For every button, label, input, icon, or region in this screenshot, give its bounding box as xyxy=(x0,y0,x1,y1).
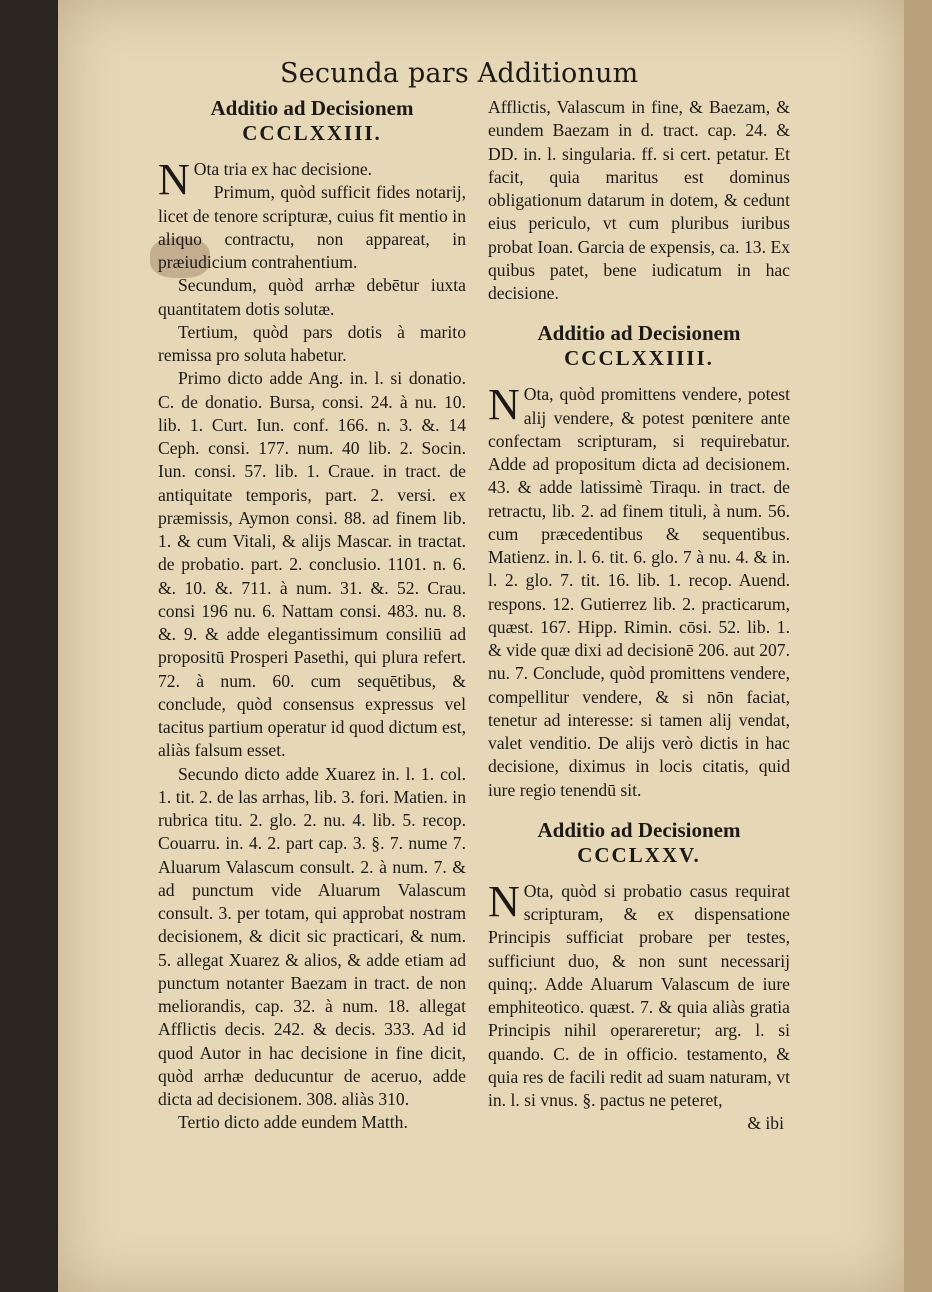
heading-spacer xyxy=(488,371,790,383)
paragraph-text: Primo dicto adde Ang. in. l. si donatio. C. de donatio. Bursa, consi. 24. à nu. 10. lib. 1. Curt. Iun. conf. 166. n. 3. &. 14 Ceph. consi. 177. num. 40 lib. 2. Socin. Iun. consi. 57. lib. 1. Craue. in tract. de antiquitate temporis, part. 2. versi. ex præmissis, Aymon consi. 88. ad finem lib. 1. & cum Vitali, & alijs Mascar. in tractat. de probatio. part. 2. conclusio. 1101. n. 6. &. 10. &. 711. à num. 31. &. 52. Crau. consi 196 nu. 6. Nattam consi. 483. nu. 8. &. 9. & adde elegantissimum consiliū ad propositū Prosperi Pasethi, qui plura refert. 72. à num. 60. cum sequētibus, & conclude, quòd consensus expressus vel tacitus partium operatur id quod dictum est, aliàs falsum esset. xyxy=(158,368,466,761)
section-heading xyxy=(488,321,790,371)
paragraph-text: Ota tria ex hac decisione. xyxy=(193,159,373,179)
heading-title: Additio ad Decisionem xyxy=(210,96,414,120)
heading-spacer xyxy=(488,868,790,880)
paragraph xyxy=(488,96,790,305)
paragraph xyxy=(158,321,466,368)
section-gap xyxy=(488,305,790,321)
heading-spacer xyxy=(158,146,466,158)
paragraph xyxy=(488,380,790,802)
paragraph-text: Secundum, quòd arrhæ debētur iuxta quantitatem dotis solutæ. xyxy=(158,275,466,319)
section-heading xyxy=(158,96,466,146)
paragraph xyxy=(488,876,790,1113)
paragraph-text: Afflictis, Valascum in fine, & Baezam, & eundem Baezam in d. tract. cap. 24. & DD. in. l. singularia. ff. si cert. petatur. Et facit, quia maritus est dominus obligationum datarum in dotem, & cedunt eius periculo, vt cum pluribus iuribus probat Ioan. Garcia de expensis, ca. 13. Ex quibus patet, bene iudicatum in hac decisione. xyxy=(488,97,790,303)
paragraph xyxy=(158,155,466,204)
paragraph xyxy=(158,1111,466,1134)
drop-cap: N xyxy=(488,876,520,926)
paragraph-text: Tertio dicto adde eundem Matth. xyxy=(178,1112,408,1133)
heading-title: Additio ad Decisionem xyxy=(537,817,741,842)
section-heading xyxy=(488,818,790,868)
paragraph xyxy=(158,181,466,274)
right-column xyxy=(488,96,790,1136)
paragraph-text: Primum, quòd sufficit fides notarij, licet de tenore scripturæ, cuius fit mentio in aliquo contractu, non appareat, in præiudicium contrahentium. xyxy=(158,182,466,272)
paragraph-text: Ota, quòd si probatio casus requirat scripturam, & ex dispensatione Principis sufficiat probare per testes, sufficiunt duo, & non sunt necessarij quinq;. Adde Aluarum Valascum de iure emphiteotico. quæst. 7. & quia aliàs gratia Principis nihil operareretur; arg. l. si quando. C. de in officio. testamento, & quia res de facili redit ad suam naturam, vt in. l. si vnus. §. pactus ne peteret, xyxy=(488,880,790,1110)
decision-number: CCCLXXV. xyxy=(577,842,701,867)
drop-cap: N xyxy=(488,380,520,430)
paragraph-text: Ota, quòd promittens vendere, potest alij vendere, & potest pœnitere ante confectam scripturam, si requirebatur. Adde ad propositum dicta ad decisionem. 43. & adde latissimè Tiraqu. in tract. de retractu, lib. 2. ad finem tituli, à num. 56. cum præcedentibus & sequentibus. Matienz. in. l. 6. tit. 6. glo. 7 à nu. 4. & in. l. 2. glo. 7. tit. 16. lib. 1. recop. Auend. respons. 12. Gutierrez lib. 2. practicarum, quæst. 167. Hipp. Rimin. cōsi. 52. lib. 1. & vide quæ dixi ad decisionē 206. aut 207. nu. 7. Conclude, quòd promittens vendere, compellitur vendere, & si nōn faciat, tenetur ad interesse: si tamen alij vendat, valet venditio. De alijs verò dictis in hac decisione, diximus in locis citatis, quid iure regio tenendū sit. xyxy=(488,384,790,800)
heading-title: Additio ad Decisionem xyxy=(537,321,741,346)
paragraph xyxy=(158,274,466,321)
paragraph xyxy=(158,367,466,762)
running-head: Secunda pars Additionum xyxy=(280,58,639,89)
facing-page-edge xyxy=(904,0,932,1292)
decision-number: CCCLXXIII. xyxy=(242,121,382,145)
section-gap xyxy=(488,802,790,818)
decision-number: CCCLXXIIII. xyxy=(564,346,714,371)
catchword: & ibi xyxy=(747,1113,784,1134)
drop-cap: N xyxy=(158,155,190,204)
paragraph-text: Tertium, quòd pars dotis à marito remissa pro soluta habetur. xyxy=(158,321,466,365)
left-column xyxy=(158,96,466,1135)
paragraph-text: Secundo dicto adde Xuarez in. l. 1. col. 1. tit. 2. de las arrhas, lib. 3. fori. Matien. in rubrica titu. 2. glo. 2. nu. 4. lib. 5. recop. Couarru. in. 4. 2. part cap. 3. §. 7. nume 7. Aluarum Valascum consult. 2. à num. 7. & ad punctum vide Aluarum Valascum consult. 3. per totam, qui approbat nostram decisionem, & dicit sic practicari, & num. 5. allegat Xuarez & alios, & adde etiam ad punctum notanter Baezam in tract. de non meliorandis, cap. 32. à num. 18. allegat Afflictis decis. 242. & decis. 333. Ad id quod Autor in hac decisione in fine dicit, quòd arrhæ deducuntur de aceruo, adde dicta ad decisionem. 308. aliàs 310. xyxy=(158,763,466,1109)
paragraph xyxy=(158,763,466,1112)
